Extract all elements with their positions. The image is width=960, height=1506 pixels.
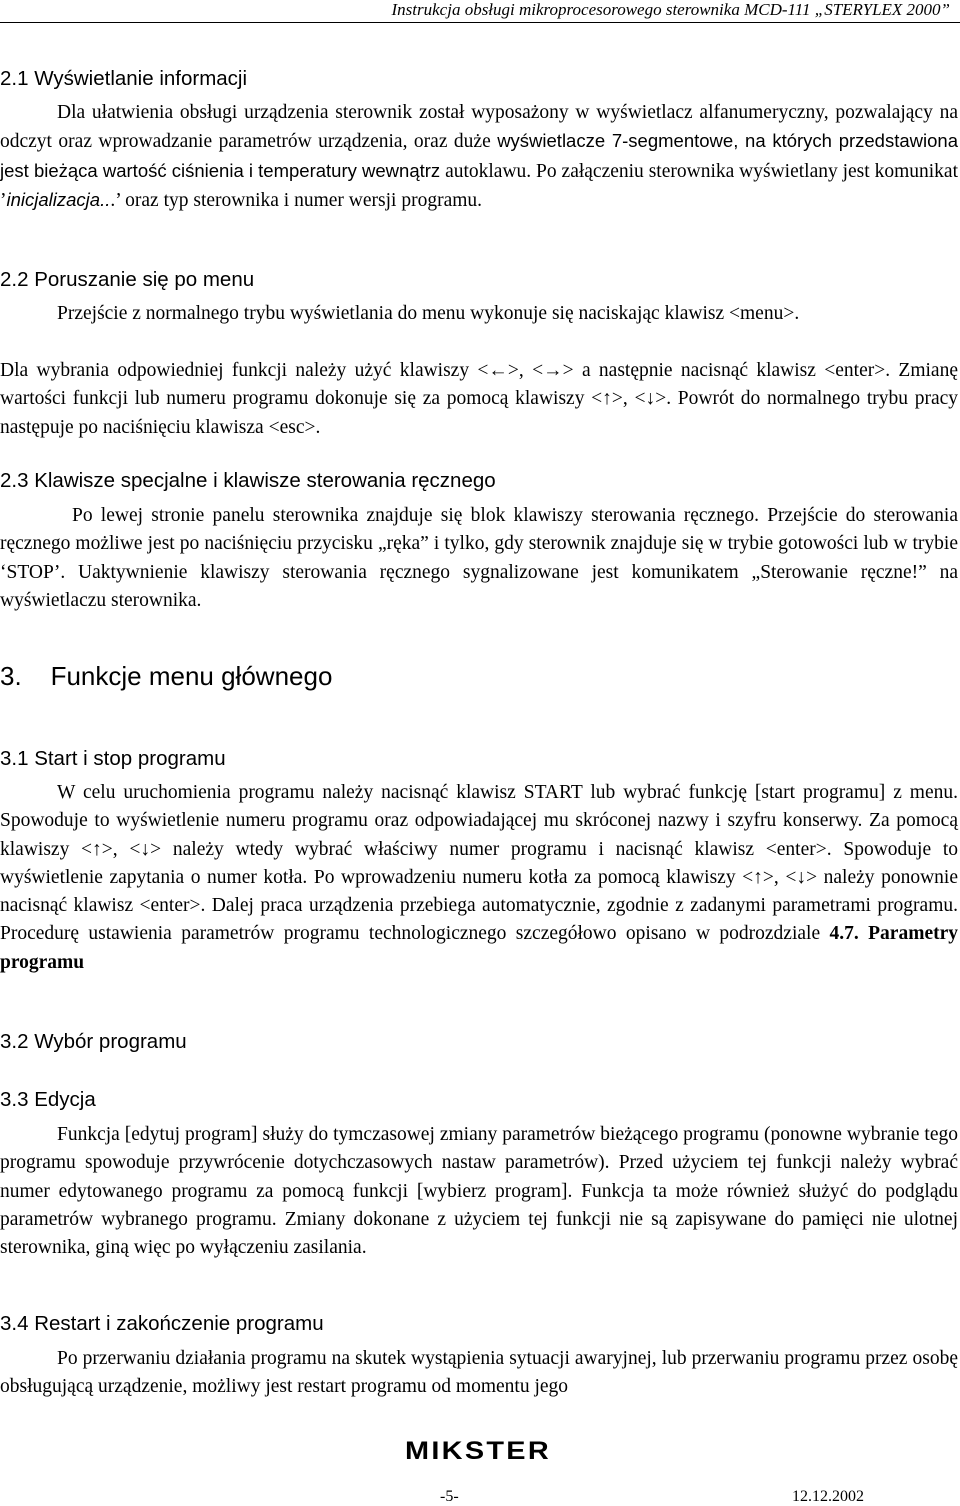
heading-3-1: 3.1 Start i stop programu [0, 747, 226, 770]
header-rule [0, 22, 960, 23]
page-number: -5- [440, 1488, 459, 1505]
heading-3-4: 3.4 Restart i zakończenie programu [0, 1312, 324, 1335]
heading-3: 3. Funkcje menu głównego [0, 661, 333, 691]
heading-3-3: 3.3 Edycja [0, 1088, 96, 1111]
heading-2-2: 2.2 Poruszanie się po menu [0, 268, 255, 291]
section-reference: 4.7. Parametry programu [0, 923, 958, 973]
paragraph-2-1-sans: wyświetlacze 7-segmentowe, na których przedstawiona jest bieżąca wartość ciśnienia i temperatury wewnątrz [0, 130, 958, 181]
paragraph-2-1-part-a: Dla ułatwienia obsługi urządzenia sterownik został wyposażony w wyświetlacz alfanumeryczny, pozwalający na odczyt oraz wprowadzanie parametrów urządzenia, oraz duże [0, 102, 958, 153]
paragraph-3-3: Funkcja [edytuj program] służy do tymczasowej zmiany parametrów bieżącego programu (ponowne wybranie tego programu spowoduje przywrócenie dotychczasowych nastaw parametrów). Przed użyciem tej funkcji należy wybrać numer edytowanego programu za pomocą funkcji [wybierz program]. Funkcja ta może również służyć do podglądu parametrów wybranego programu. Zmiany dokonane z użyciem tej funkcji nie są zapisywane do pamięci nie ulotnej sterownika, giną więc po wyłączeniu zasilania. [0, 1124, 958, 1259]
paragraph-2-2-a: Przejście z normalnego trybu wyświetlania do menu wykonuje się naciskając klawisz <menu>. [57, 303, 800, 324]
paragraph-2-1-italic: inicjalizacja.. [6, 188, 111, 210]
paragraph-2-1-part-c: .’ oraz typ sterownika i numer wersji programu. [110, 189, 483, 211]
paragraph-3-4: Po przerwaniu działania programu na skutek wystąpienia sytuacji awaryjnej, lub przerwaniu programu przez osobę obsługującą urządzenie, możliwy jest restart programu od momentu jego [0, 1348, 958, 1398]
footer-date: 12.12.2002 [792, 1488, 864, 1505]
heading-2-3: 2.3 Klawisze specjalne i klawisze sterowania ręcznego [0, 469, 496, 492]
paragraph-2-1-part-b: autoklawu. Po załączeniu sterownika wyświetlany jest komunikat ’ [0, 160, 958, 211]
running-header: Instrukcja obsługi mikroprocesorowego sterownika MCD-111 „STERYLEX 2000” [391, 0, 950, 19]
paragraph-2-1 [0, 99, 958, 215]
heading-3-2: 3.2 Wybór programu [0, 1030, 187, 1053]
paragraph-2-3: Po lewej stronie panelu sterownika znajduje się blok klawiszy sterowania ręcznego. Przejście do sterowania ręcznego możliwe jest po naciśnięciu przycisku „ręka” i tylko, gdy sterownik znajduje się w trybie gotowości lub w trybie ‘STOP’. Uaktywnienie klawiszy sterowania ręcznego sygnalizowane jest komunikatem „Sterowanie ręczne!” na wyświetlaczu sterownika. [0, 505, 958, 611]
heading-2-1: 2.1 Wyświetlanie informacji [0, 67, 248, 90]
paragraph-2-2-b: Dla wybrania odpowiedniej funkcji należy użyć klawiszy <←>, <→> a następnie nacisnąć klawisz <enter>. Zmianę wartości funkcji lub numeru programu dokonuje się za pomocą klawiszy <↑>, <↓>. Powrót do normalnego trybu pracy następuje po naciśnięciu klawisza <esc>. [0, 360, 958, 438]
paragraph-3-1 [0, 779, 958, 977]
paragraph-3-1-text: W celu uruchomienia programu należy nacisnąć klawisz START lub wybrać funkcję [start programu] z menu. Spowoduje to wyświetlenie numeru programu oraz odpowiadającej mu skróconej nazwy i szyfru konserwy. Za pomocą klawiszy <↑>, <↓> należy wtedy wybrać właściwy numer programu i nacisnąć klawisz <enter>. Spowoduje to wyświetlenie zapytania o numer kotła. Po wprowadzeniu numeru kotła za pomocą klawiszy <↑>, <↓> należy ponownie nacisnąć klawisz <enter>. Dalej praca urządzenia przebiega automatycznie, zgodnie z zadanymi parametrami programu. Procedurę ustawienia parametrów programu technologicznego szczegółowo opisano w podrozdziale [0, 782, 958, 945]
mikster-logo [405, 1437, 553, 1463]
logo-wordmark: MIKSTER [405, 1437, 551, 1463]
